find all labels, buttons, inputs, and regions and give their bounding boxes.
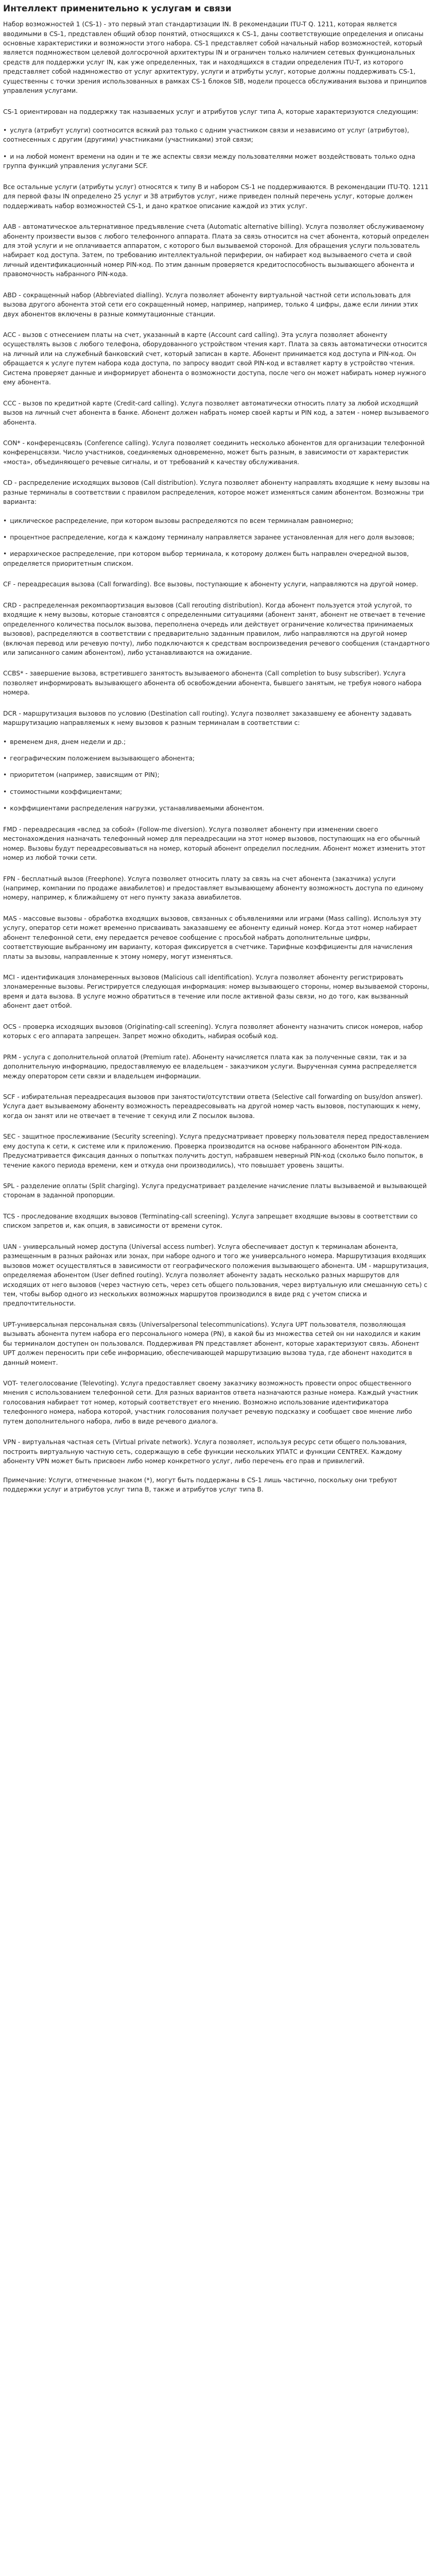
paragraph: FPN - бесплатный вызов (Freephone). Услуга позволяет относить плату за связь на счет абонента (заказчика) услуги (например, компании по продаже авиабилетов) и предоставляет вызывающему абоненту возможность доступа по единому номеру, например, к ближайшему от него пункту заказа авиабилетов. bbox=[3, 875, 424, 902]
paragraph: ACC - вызов с отнесением платы на счет, указанный в карте (Account card calling). Эта услуга позволяет абоненту осуществлять вызов с любого телефона, оборудованного устройством чтения карт. Плата за связь автоматически относится на личный или на служебный банковский счет, который записан в карте. Абонент принимается код доступа и PIN-код. Он обращается к услуге путем набора кода доступа, по запросу вводит свой PIN-код и вставляет карту в устройство чтения. Система проверяет данные и информирует абонента о возможности доступа, после чего он может набирать номер нужного ему абонента. bbox=[3, 331, 427, 386]
section-service-mci bbox=[3, 973, 431, 1011]
paragraph: UAN - универсальный номер доступа (Universal access number). Услуга обеспечивает доступ к терминалам абонента, размещенным в разных районах или зонах, при наборе одного и того же универсального номера. Маршрутизация входящих вызовов может осуществляться в зависимости от географического положения вызывающего абонента. UM - маршрутизация, определяемая абонентом (User defined routing). Услуга позволяет абоненту задать несколько разных маршрутов для исходящих от него вызовов (через частную сеть, через сеть общего пользования, через виртуальную или смешанную сеть) с тем, чтобы выбор одного из нескольких возможных маршрутов производился в виде ряд с учетом списка и предпочтительности. bbox=[3, 1243, 429, 1308]
section-service-ccc bbox=[3, 399, 431, 427]
section-service-conf bbox=[3, 438, 431, 467]
paragraph: SCF - избирательная переадресация вызовов при занятости/отсутствии ответа (Selective call forwarding on busy/don answer). Услуга дает вызываемому абоненту возможность переадресовывать на другой номер часть вызовов, поступающих к нему, когда он занят или не отвечает в течение т секунд или Z посылок вызова. bbox=[3, 1093, 423, 1120]
section-service-acc bbox=[3, 330, 431, 387]
section-service-cd bbox=[3, 478, 431, 568]
paragraph: VPN - виртуальная частная сеть (Virtual private network). Услуга позволяет, используя ресурс сети общего пользования, построить виртуальную частную сеть, содержащую в себе функции нескольких УПАТС и функции CENTREX. Каждому абоненту VPN может быть присвоен либо номер конкретного услуг, либо перечень его прав и привилегий. bbox=[3, 1438, 407, 1465]
section-service-crd bbox=[3, 601, 431, 658]
paragraph: MAS - массовые вызовы - обработка входящих вызовов, связанных с объявлениями или играми (Mass calling). Используя эту услугу, оператор сети может временно присваивать заказавшему ее абоненту единый номер. Когда этот номер набирает абонент телефонной сети, ему передается речевое сообщение с просьбой набрать дополнительные цифры, соответствующие выбранному им варианту, которая фиксируется в счетчике. Тарифные коэффициенты для начисления платы за вызовы, направленные к этому номеру, могут изменяться. bbox=[3, 914, 422, 960]
section-service-tcs bbox=[3, 1212, 431, 1231]
bullet-item: • географическим положением вызывающего абонента; bbox=[3, 754, 431, 763]
paragraph: SEC - защитное прослеживание (Security screening). Услуга предусматривает проверку пользователя перед предоставлением ему доступа к сети, к системе или к приложению. Проверка производится на основе набранного абонентом PIN-кода. Предусматривается фиксация данных о попытках получить доступ, набравшем неверный PIN-код (сколько было попыток, в течение какого периода времени, кем и откуда они производились), что повышает уровень защиты. bbox=[3, 1133, 429, 1169]
sections bbox=[3, 107, 431, 1495]
paragraph: CON* - конференцсвязь (Conference calling). Услуга позволяет соединить несколько абонентов для организации телефонной конференцсвязи. Число участников, соединяемых одновременно, может быть разным, в зависимости от характеристик «моста», объединяющего речевые сигналы, и от требований к качеству обслуживания. bbox=[3, 439, 425, 466]
section-service-abd bbox=[3, 291, 431, 319]
paragraph: UPT-универсальная персональная связь (Universalpersonal telecommunications). Услуга UPT пользователя, позволяющая вызывать абонента путем набора его персонального номера (PN), в какой бы из множества сетей он ни находился и каким бы терминалом доступен он пользовался. Поддерживая PN представляет абонент, которые характеризуют связь. Абонент UPT должен переносить при себе информацию, обеспечивающей маршрутизацию вызова туда, где абонент находится в данный момент. bbox=[3, 1320, 421, 1366]
paragraph: CD - распределение исходящих вызовов (Call distribution). Услуга позволяет абоненту направлять входящие к нему вызовы на разные терминалы в соответствии с правилом распределения, которое может изменяться самим абонентом. Возможны три варианта: bbox=[3, 479, 430, 506]
paragraph: DCR - маршрутизация вызовов по условию (Destination call routing). Услуга позволяет заказавшему ее абоненту задавать маршрутизацию направляемых к нему вызовов к разным терминалам в соответствии с: bbox=[3, 709, 412, 727]
bullet-item: • циклическое распределение, при котором вызовы распределяются по всем терминалам равномерно; bbox=[3, 516, 431, 526]
section-service-aab bbox=[3, 222, 431, 279]
paragraph: SPL - разделение оплаты (Split charging). Услуга предусматривает разделение начисление платы вызываемой и вызывающей сторонам в заданной пропорции. bbox=[3, 1182, 427, 1199]
section-service-scf bbox=[3, 1092, 431, 1121]
paragraph: PRM - услуга с дополнительной оплатой (Premium rate). Абоненту начисляется плата как за полученные связи, так и за дополнительную информацию, предоставляемую ее владельцем - заказчиком услуги. Вырученная сумма распределяется между оператором сети связи и владельцем информации. bbox=[3, 1053, 417, 1080]
section-service-cf bbox=[3, 580, 431, 589]
note-paragraph: Примечание: Услуги, отмеченные знаком (*), могут быть поддержаны в CS-1 лишь частично, поскольку они требуют поддержки услуг и атрибутов услуг типа B, также и атрибутов услуг типа B. bbox=[3, 1476, 397, 1493]
paragraph: CRD - распределенная рекомпаортизация вызовов (Call rerouting distribution). Когда абонент пользуется этой услугой, то входящие к нему вызовы, которые становятся с определенными ситуациями (абонент занят, абонент не отвечает в течение определенного количества посылок вызова, переполнена очередь или действует ограничение количества принимаемых вызовов), распределяются в соответствии с предварительно заданным правилом, либо направляются на другой номер (включая перевод или речевую почту), либо подключаются к средствам воспроизведения речевого сообщения (стандартного или записанного самим абонентом), либо устанавливаются на ожидание. bbox=[3, 601, 430, 656]
bullet-item: • и на любой момент времени на один и те же аспекты связи между пользователями может воздействовать только одна группа функций управления услугами SCF. bbox=[3, 152, 431, 171]
bullet-item: • временем дня, днем недели и др.; bbox=[3, 737, 431, 747]
section-service-dcr bbox=[3, 709, 431, 814]
paragraph: ABD - сокращенный набор (Abbreviated dialling). Услуга позволяет абоненту виртуальной частной сети использовать для вызова другого абонента этой сети его сокращенный номер, например, например, только 4 цифры, даже если линии этих двух абонентов включены в разные коммутационные станции. bbox=[3, 291, 418, 318]
section-service-spl bbox=[3, 1181, 431, 1200]
bullet-item: • услуга (атрибут услуги) соотносится всякий раз только с одним участником связи и независимо от услуг (атрибутов), соотнесенных с другим (другими) участниками (участниками) этой связи; bbox=[3, 126, 431, 145]
page-title: Интеллект применительно к услугам и связи bbox=[3, 4, 232, 14]
section-service-sec bbox=[3, 1132, 431, 1170]
paragraph: CCC - вызов по кредитной карте (Credit-card calling). Услуга позволяет автоматически относить плату за любой исходящий вызов на личный счет абонента в банке. Абонент должен набрать номер своей карты и PIN код, а затем - номер вызываемого абонента. bbox=[3, 399, 429, 426]
section-service-list-intro bbox=[3, 182, 431, 211]
paragraph: AAB - автоматическое альтернативное предъявление счета (Automatic alternative billing). Услуга позволяет обслуживаемому абоненту произвести вызов с любого телефонного аппарата. Плата за связь относится на счет абонента, который определен для этой услуги и не оплачивается аппаратом, с которого был вызываемой стороной. Для обращения услуги пользователь набирает код доступа. Затем, по требованию интеллектуальной периферии, он набирает код вызываемого счета и свой личный идентификационный номер PIN-код. По этим данным проверяется кредитоспособность вызывающего абонента и правомочность набранного PIN-кода. bbox=[3, 223, 429, 278]
paragraph: CF - переадресация вызова (Call forwarding). Все вызовы, поступающие к абоненту услуги, направляются на другой номер. bbox=[3, 581, 418, 588]
section-service-fph bbox=[3, 874, 431, 903]
paragraph: VOT- телеголосование (Televoting). Услуга предоставляет своему заказчику возможность провести опрос общественного мнения с использованием телефонной сети. Для разных вариантов ответа назначаются разные номера. Каждый участник голосования набирает тот номер, который соответствует его мнению. Возможно использование идентификатора телефонного номера, набора которой, участник голосования получает речевую подсказку и сообщает свое мнение либо путем дополнительного набора, либо в виде речевого диалога. bbox=[3, 1380, 418, 1425]
intro-paragraph: Набор возможностей 1 (CS-1) - это первый этап стандартизации IN. В рекомендации ITU-T Q. 1211, которая является вводимыми в CS-1, представлен общий обзор понятий, относящихся к CS-1, даны соответствующие определения и описаны основные характеристики и возможности этого набора. CS-1 представляет собой начальный набор возможностей, который является подмножеством целевой долгосрочной архитектуры IN и ограничен только наличием сетевых функциональных средств для поддержки услуг IN, как уже определенных, так и находящихся в стадии определения ITU-T, из которого представляет собой надмножество от услуг архитектуру, услуги и атрибуты услуг, которые должны поддерживать CS-1, существенны с точки зрения использованных в рамках CS-1 блоков SIB, модели процесса обслуживания вызова и принципов управления услугами. bbox=[3, 21, 427, 95]
bullet-item: • иерархическое распределение, при котором выбор терминала, к которому должен быть направлен очередной вызов, определяется приоритетным списком. bbox=[3, 549, 431, 568]
paragraph: FMD - переадресация «вслед за собой» (Follow-me diversion). Услуга позволяет абоненту при изменении своего местонахождения назначать телефонный номер для переадресации на этот номер вызовов, поступающих на его обычный номер. Вызовы будут переадресовываться на номер, который абонент определил последним. Абонент может изменить этот номер из любой точки сети. bbox=[3, 825, 426, 862]
section-service-ccbs bbox=[3, 669, 431, 697]
section-service-mas bbox=[3, 914, 431, 961]
section-service-vpn bbox=[3, 1437, 431, 1494]
bullet-item: • коэффициентами распределения нагрузки, устанавливаемыми абонентом. bbox=[3, 804, 431, 813]
bullet-item: • стоимостными коэффициентами; bbox=[3, 787, 431, 796]
paragraph: OCS - проверка исходящих вызовов (Originating-call screening). Услуга позволяет абоненту назначить список номеров, набор которых с его аппарата запрещен. Запрет можно обходить, набирая особый код. bbox=[3, 1023, 423, 1040]
paragraph: Все остальные услуги (атрибуты услуг) относятся к типу B и набором CS-1 не поддерживаются. В рекомендации ITU-TQ. 1211 для первой фазы IN определено 25 услуг и 38 атрибутов услуг, ниже приведен полный перечень услуг, которые должен поддерживать набор возможностей CS-1, и дано краткое описание каждой из этих услуг. bbox=[3, 183, 429, 210]
section-service-vot bbox=[3, 1379, 431, 1426]
section-service-ocs bbox=[3, 1022, 431, 1041]
section-service-upt bbox=[3, 1320, 431, 1367]
section-service-prm bbox=[3, 1053, 431, 1081]
paragraph: MCI - идентификация злонамеренных вызовов (Malicious call identification). Услуга позволяет абоненту регистрировать злонамеренные вызовы. Регистрируется следующая информация: номер вызывающего стороны, номер вызываемой стороны, время и дата вызова. В услуге можно обратиться в течение или после активной фазы связи, но до того, как вызванный абонент дает отбой. bbox=[3, 974, 429, 1010]
bullet-list bbox=[3, 126, 431, 171]
bullet-item: • процентное распределение, когда к каждому терминалу направляется заранее установленная для него доля вызовов; bbox=[3, 533, 431, 542]
section-cs1-orientation bbox=[3, 107, 431, 171]
section-service-fmd bbox=[3, 825, 431, 863]
paragraph: TCS - проследование входящих вызовов (Terminating-call screening). Услуга запрещает входящие вызовы в соответствии со списком запретов и, как опция, в зависимости от времени суток. bbox=[3, 1212, 417, 1230]
bullet-list bbox=[3, 737, 431, 814]
section-service-uan bbox=[3, 1242, 431, 1309]
bullet-item: • приоритетом (например, зависящим от PIN); bbox=[3, 770, 431, 779]
paragraph: CCBS* - завершение вызова, встретившего занятость вызываемого абонента (Call completion to busy subscriber). Услуга позволяет информировать вызывающего абонента об освобождении абонента, бывшего занятым, не требуя нового набора номера. bbox=[3, 670, 422, 697]
bullet-list bbox=[3, 516, 431, 569]
paragraph: CS-1 ориентирован на поддержку так называемых услуг и атрибутов услуг типа A, которые характеризуются следующим: bbox=[3, 108, 418, 115]
